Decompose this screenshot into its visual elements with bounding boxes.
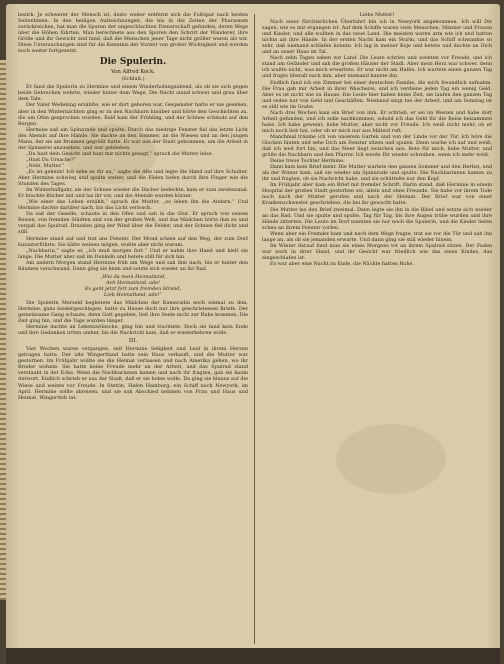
- intro-paragraph: bezirk. Je schwerer der Mensch ist, desto weiter entfernt sich die Fußspur nach beiden Seitenlinien. In den heiligen Aufzeichnungen, die bis in die Zeiten der Pharaonen zurückreichen, hat man die Spuren der ungeschlachten Dienerschaft gefunden, deren Wege über die Höhen führten. Man berechnete aus den Spuren den Schritt der Wanderer, ihre Größe und ihr Gewicht und fand, daß die Menschen jener Tage nicht größer waren als wir. Diese Untersuchungen sind für die Kenntnis der Vorzeit von großer Wichtigkeit und werden noch weiter fortgesetzt.: [18, 12, 248, 55]
- story-paragraph: Der Vater Wedeking erzählte, wie er dort geboren war, Gespenster hatte er nie gesehen, aber in den Winternächten ging er zu den Nachbarn hinüber und hörte den Geschichten zu, die am Ofen gesprochen wurden. Bald kam der Frühling, und der Schnee schmolz auf den Bergen.: [18, 102, 248, 127]
- story-paragraph: „Nein, Mutter.“: [26, 162, 65, 169]
- letter-paragraph: Nach drei Wochen kam ein Brief von ihm. Er schrieb, er sei im Westen und habe dort Arbeit gefunden, und ich solle nachkommen, sobald ich das Geld für die Reise beisammen habe. Ich habe geweint, liebe Mutter, aber nicht vor Freude. Ich weiß nicht mehr, ob er mich noch lieb hat, oder ob er mich nur aus Mitleid ruft.: [262, 109, 492, 134]
- section-mark: III.: [128, 338, 138, 345]
- column-divider: [254, 14, 255, 644]
- story-paragraph: Hermine dachte an Lebenswünsche, ging hin und trachtete. Doch sie fand kein Ende und ihre Gedanken irrten umher, bis die Nachricht kam, daß er wiederkehren wolle.: [18, 324, 248, 337]
- poem-line: Lieb Heimatland, ade!“: [104, 291, 162, 298]
- page-bottom-shadow: [6, 648, 500, 664]
- story-paragraph: Da saß der Geselle, schaute in den Ofen und sah in die Glut. Er sprach von seinen Reisen, von fremden Städten und von der großen Welt, und das Mädchen hörte ihm zu und vergaß das Spulrad. Draußen ging der Wind über die Felder, und der Schnee fiel dicht und still.: [18, 211, 248, 236]
- story-paragraph: Dann kam kein Brief mehr. Die Mutter wartete den ganzen Sommer und den Herbst, und als der Winter kam, saß sie wieder am Spinnrade und spulte. Die Nachbarinnen kamen zu ihr und fragten, ob sie Nachricht habe, und sie schüttelte nur den Kopf.: [262, 164, 492, 183]
- story-paragraph: „Nachbarin,“ sagte er, „ich muß morgen fort.“ Und er nahm ihre Hand und hielt sie lange. Die Mutter aber saß im Dunkeln und betete still für sich hin.: [18, 247, 248, 260]
- poem-line: Ach Heimatland, ade!: [106, 279, 160, 286]
- poem-verse: [18, 274, 248, 298]
- story-paragraph: „Du hast dein Gesicht und hast mir nichts gesagt,“ sprach die Mutter leise.: [26, 150, 214, 157]
- story-paragraph: Am andern Morgen stand Hermine früh am Wege und sah ihm nach, bis er hinter den Bäumen verschwand. Dann ging sie heim und setzte sich wieder an ihr Rad.: [18, 259, 248, 272]
- story-paragraph: Die Spulerin Merseld begleitete das Mädchen der Kameradin noch einmal zu ihm. Hermine, ganz niedergeschlagen, hatte zu Hause doch nur ihre geschriebenen Briefe. Der gemeinsame Gang schaute, denn Gott gegeben, ließ ihre Seele nicht zur Ruhe kommen. Die Zeit ging hin, und die Tage wurden länger.: [18, 299, 248, 325]
- story-paragraph: Im Winterhalbjahr, als der Schnee wieder die Dächer bedeckte, kam er zum zweitenmal. Er brachte Bücher mit und las ihr vor, und die Abende wurden kürzer.: [18, 187, 248, 200]
- story-paragraph: Im Winter darauf fand man sie eines Morgens tot an ihrem Spulrad sitzen. Der Faden war noch in ihrer Hand, und ihr Gesicht war friedlich wie das eines Kindes, das eingeschlafen ist.: [262, 242, 492, 261]
- story-byline: Von Alfred Kock.: [111, 69, 155, 76]
- story-subtitle: (Schluß.): [121, 75, 145, 82]
- story-paragraph: Wenn aber ein Fremder kam und nach dem Wege fragte, trat sie vor die Tür und sah ihn lange an, als ob sie jemanden erwarte. Und dann ging sie still wieder hinein.: [262, 230, 492, 243]
- right-column: [262, 12, 492, 648]
- story-title: Die Spulerin.: [99, 57, 167, 68]
- story-paragraph: Hermine saß am Spinnrade und spulte. Durch das niedrige Fenster fiel das letzte Licht des Abends auf ihre Hände. Sie dachte an den Sommer, an die Wiesen und an den jungen Mann, der sie am Brunnen gegrüßt hatte. Er war aus der Stadt gekommen, um die Arbeit in der Spinnerei anzusehen, und war geblieben.: [18, 126, 248, 151]
- story-paragraph: „Wie einer das Leben erzählt,“ sprach die Mutter, „so leben ihn die Andern.“ Und Hermine dachte darüber nach, bis das Licht verlosch.: [18, 199, 248, 212]
- story-paragraph: Im Frühjahr aber kam ein Brief mit fremder Schrift. Darin stand, daß Hermine in einem Hospital der großen Stadt gestorben sei, allein und ohne Freunde. Sie habe vor ihrem Tode noch nach der Mutter gerufen und nach der Heimat. Der Brief war von einer Krankenschwester geschrieben, die bei ihr gewacht hatte.: [262, 182, 492, 207]
- story-paragraph: „Hast Du Ursache?“: [26, 156, 77, 163]
- letter-paragraph: Manchmal träume ich von unserem Garten und von der Linde vor der Tür. Ich höre die Glocken läuten und sehe Dich am Fenster sitzen und spulen. Dann wache ich auf und weiß, daß ich weit fort bin, und das Meer liegt zwischen uns. Bete für mich, liebe Mutter, und grüße die Nachbarn und den Pfarrer. Ich werde Dir wieder schreiben, wenn ich mehr weiß.: [262, 133, 492, 159]
- story-paragraph: Er fand die Spulerin zu Hermine und einem Wiederholungsabend, als ob sie sich gegen beide Gebrechen wehrte, wieder hinter dem Wege. Die Nacht stand schwer und grau über dem Tale.: [18, 84, 248, 103]
- left-column: [18, 12, 248, 648]
- letter-paragraph: Endlich fand ich ein Zimmer bei einer deutschen Familie, die mich freundlich aufnahm. Die Frau gab mir Arbeit in ihrer Wäscherei, und ich verdiene jeden Tag ein wenig Geld. Aber es ist nicht wie zu Hause. Die Leute hier haben keine Zeit, sie laufen den ganzen Tag und reden nur von Geld und Geschäften. Niemand singt bei der Arbeit, und am Sonntag ist es still wie im Grabe.: [262, 79, 492, 110]
- letter-signature: Deine treue Tochter Hermine.: [270, 158, 345, 165]
- story-paragraph: „Es ist geheim! Ich sehe es dir an,“ sagte die Alte und legte die Hand auf ihre Schulter. Aber Hermine schwieg und spulte weiter, und die Fäden liefen durch ihre Finger wie die Stunden des Tages.: [18, 168, 248, 188]
- story-paragraph: Vier Wochen waren vergangen, seit Hermine Seligkeit und Leid in ihrem Herzen getragen hatte. Der alte Wingertlund hatte sein Haus verkauft, und die Mutter war gestorben. Im Frühjahr wollte sie die Heimat verlassen und nach Amerika gehen, wo ihr Bruder wohnte. Sie hatte keine Freude mehr an der Arbeit, und das Spulrad stand verstaubt in der Ecke. Wenn die Nachbarinnen kamen und nach ihr fragten, gab sie kaum Antwort. Endlich schrieb er aus der Stadt, daß er sie holen wolle. Da ging sie hinaus auf die Wiese und weinte vor Freude. In Stettin, Hafen Hamburg, ein Schiff nach Newyork, im April. Hermine sollte abreisen, und sie sah Abschied nehmen von Frau und Haus und Heimat. Wingertloh tat.: [18, 346, 248, 401]
- letter-paragraph: Nach zehn Tagen sahen wir Land. Die Leute schrien und weinten vor Freude, und ich stand am Geländer und sah die großen Häuser der Stadt. Aber mein Herz war schwer, denn ich wußte nicht, was mich erwartete. Er war nicht am Hafen. Ich wartete einen ganzen Tag und fragte überall nach ihm, aber niemand kannte ihn.: [262, 55, 492, 80]
- letter-paragraph: Nach einer fürchterlichen Überfahrt bin ich in Newyork angekommen. Ich will Dir sagen, wie es mir ergangen ist. Auf dem Schiffe waren viele Menschen, Männer und Frauen und Kinder, und alle wollten in das neue Land. Die meisten waren arm wie ich und hatten nichts als ihre Hände. In der ersten Nacht kam ein Sturm, und das Schiff schwankte so sehr, daß niemand schlafen konnte. Ich lag in meiner Koje und betete und dachte an Dich und an unser Haus im Tal.: [262, 19, 492, 56]
- letter-salutation: Liebe Mutter!: [359, 12, 395, 18]
- poem-line: „Wie da mein Heimatland,: [100, 273, 166, 280]
- story-paragraph: Hermine stand auf und trat ans Fenster. Der Mond schien auf den Weg, der zum Dorf hinunterführte. Sie hätte weinen mögen, wußte aber nicht warum.: [18, 235, 248, 248]
- story-paragraph: Die Mutter las den Brief zweimal. Dann legte sie ihn in die Bibel und setzte sich wieder an das Rad. Und sie spulte und spulte, Tag für Tag, bis ihre Augen trübe wurden und ihre Hände zitterten. Die Leute im Dorf nannten sie nur noch die Spulerin, und die Kinder liefen scheu an ihrem Fenster vorbei.: [262, 206, 492, 231]
- story-paragraph: Es war aber eine Nacht zu Ende, die Nächte hatten Ruhe.: [270, 260, 414, 267]
- poem-line: Es geht jetzt fort zum fremden Strand,: [84, 285, 182, 292]
